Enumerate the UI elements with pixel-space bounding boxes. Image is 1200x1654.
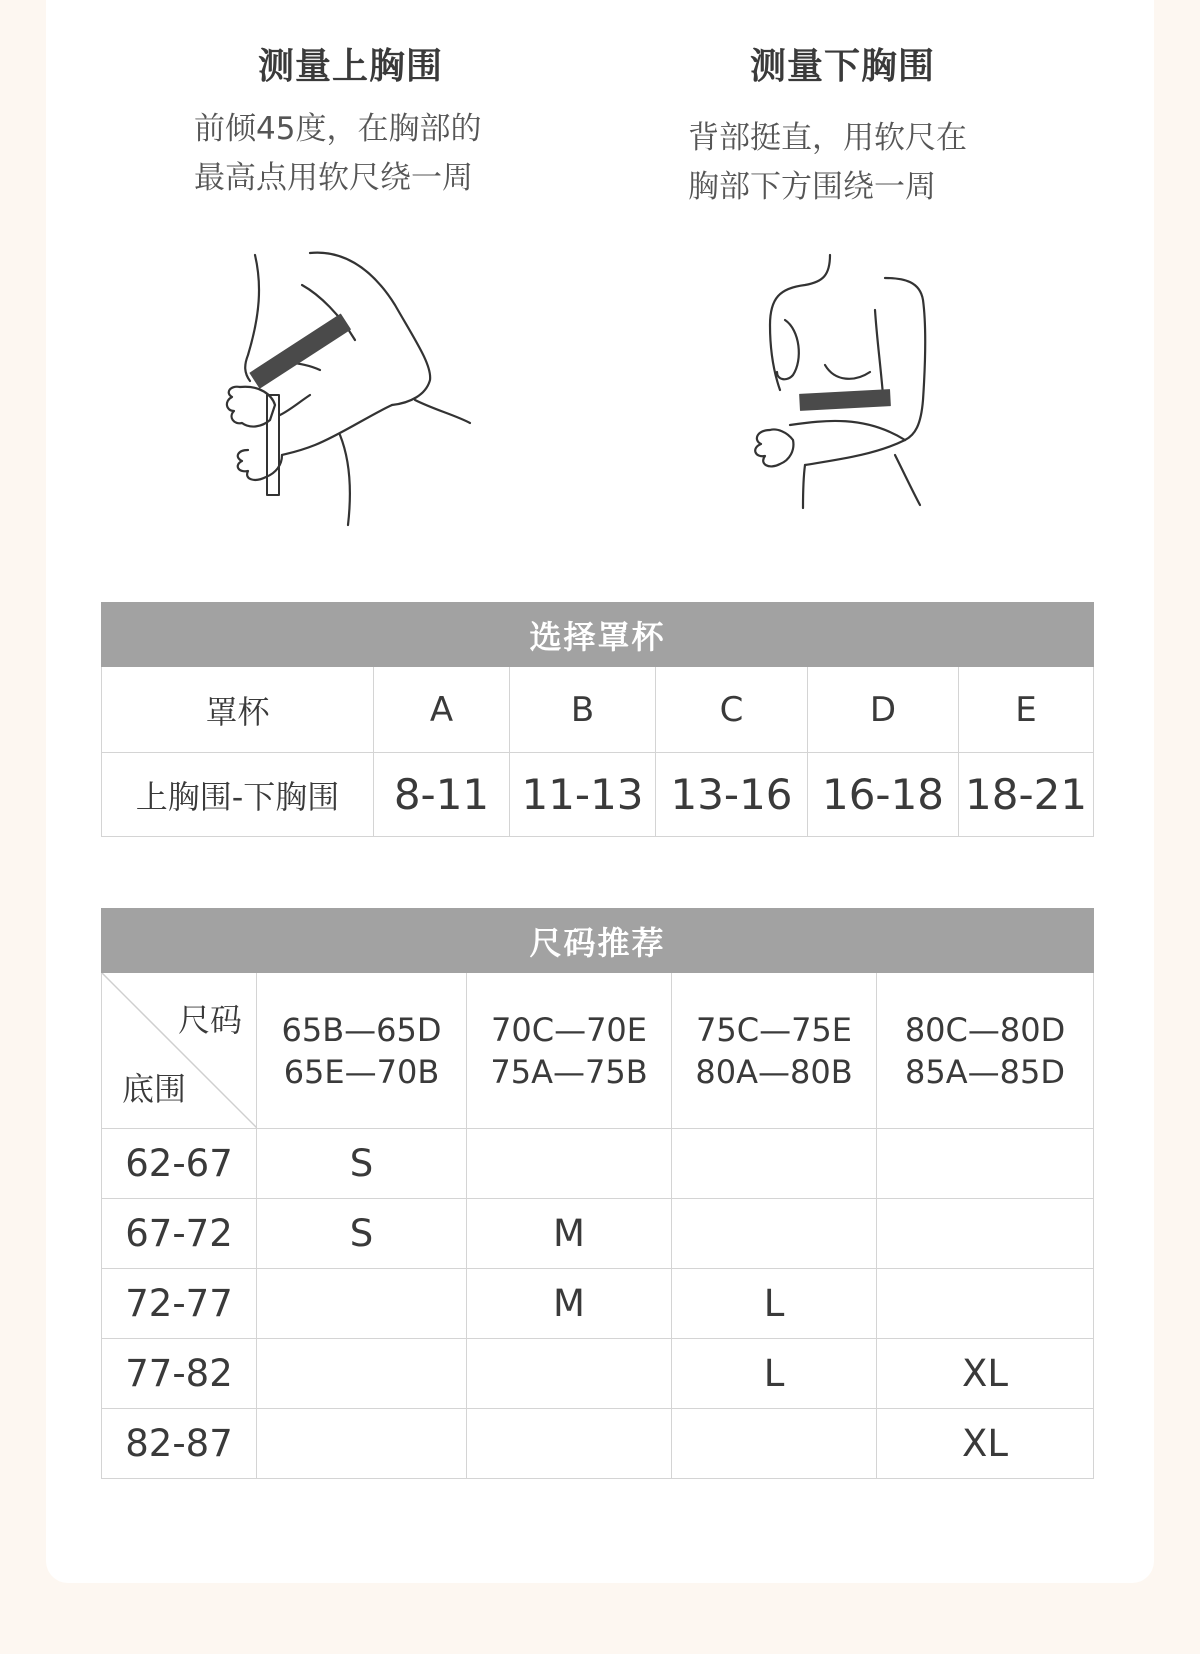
size-cell xyxy=(257,1339,467,1409)
band-cell: 77-82 xyxy=(102,1339,257,1409)
size-cell: L xyxy=(672,1339,877,1409)
cup-table xyxy=(101,602,1094,837)
band-cell: 82-87 xyxy=(102,1409,257,1479)
table-row xyxy=(102,1199,1094,1269)
size-group-line: 65E—70B xyxy=(283,1052,440,1091)
measure-upper-desc-1: 前倾45度，在胸部的 xyxy=(194,111,482,147)
measure-upper-desc-2: 最高点用软尺绕一周 xyxy=(194,160,473,196)
size-cell xyxy=(672,1199,877,1269)
size-cell xyxy=(257,1409,467,1479)
corner-size-label: 尺码 xyxy=(177,1001,242,1039)
difference-row-label: 上胸围-下胸围 xyxy=(102,753,374,837)
size-cell: M xyxy=(467,1199,672,1269)
band-cell: 72-77 xyxy=(102,1269,257,1339)
size-group-line: 65B—65D xyxy=(281,1010,442,1049)
cup-row-label: 罩杯 xyxy=(102,667,374,753)
measure-lower-title: 测量下胸围 xyxy=(750,46,936,87)
measure-upper-title: 测量上胸围 xyxy=(258,46,444,87)
band-cell: 67-72 xyxy=(102,1199,257,1269)
difference-cell: 16-18 xyxy=(808,753,959,837)
cup-cell: B xyxy=(510,667,656,753)
cup-cell: A xyxy=(374,667,510,753)
size-group-line: 75A—75B xyxy=(490,1052,648,1091)
table-row xyxy=(102,1129,1094,1199)
size-group-line: 75C—75E xyxy=(696,1010,852,1049)
size-group-line: 80A—80B xyxy=(695,1052,853,1091)
band-cell: 62-67 xyxy=(102,1129,257,1199)
under-bust-illustration xyxy=(745,250,945,510)
size-group-header xyxy=(257,973,467,1129)
upper-bust-illustration xyxy=(220,245,480,530)
size-group-line: 85A—85D xyxy=(905,1052,1066,1091)
cup-cell: C xyxy=(656,667,808,753)
size-cell xyxy=(877,1199,1094,1269)
size-cell: XL xyxy=(877,1409,1094,1479)
size-cell xyxy=(257,1269,467,1339)
size-cell xyxy=(467,1129,672,1199)
measure-lower-desc-2: 胸部下方围绕一周 xyxy=(688,169,936,205)
size-group-header xyxy=(672,973,877,1129)
measure-lower-desc-1: 背部挺直，用软尺在 xyxy=(688,120,967,156)
size-cell: S xyxy=(257,1129,467,1199)
size-cell xyxy=(467,1339,672,1409)
difference-cell: 8-11 xyxy=(374,753,510,837)
size-table-title: 尺码推荐 xyxy=(102,909,1094,973)
table-row xyxy=(102,1339,1094,1409)
corner-cell xyxy=(102,973,257,1129)
size-cell xyxy=(877,1269,1094,1339)
table-row xyxy=(102,1269,1094,1339)
size-cell: L xyxy=(672,1269,877,1339)
size-table xyxy=(101,908,1094,1479)
difference-cell: 13-16 xyxy=(656,753,808,837)
size-group-header xyxy=(877,973,1094,1129)
cup-cell: D xyxy=(808,667,959,753)
size-cell xyxy=(467,1409,672,1479)
size-cell: XL xyxy=(877,1339,1094,1409)
size-group-line: 80C—80D xyxy=(904,1010,1066,1049)
size-group-line: 70C—70E xyxy=(491,1010,647,1049)
size-cell xyxy=(877,1129,1094,1199)
difference-cell: 11-13 xyxy=(510,753,656,837)
cup-cell: E xyxy=(959,667,1094,753)
corner-band-label: 底围 xyxy=(122,1070,187,1108)
size-cell: S xyxy=(257,1199,467,1269)
difference-cell: 18-21 xyxy=(959,753,1094,837)
size-cell: M xyxy=(467,1269,672,1339)
table-row xyxy=(102,1409,1094,1479)
size-group-header xyxy=(467,973,672,1129)
size-cell xyxy=(672,1129,877,1199)
cup-table-title: 选择罩杯 xyxy=(102,603,1094,667)
size-cell xyxy=(672,1409,877,1479)
